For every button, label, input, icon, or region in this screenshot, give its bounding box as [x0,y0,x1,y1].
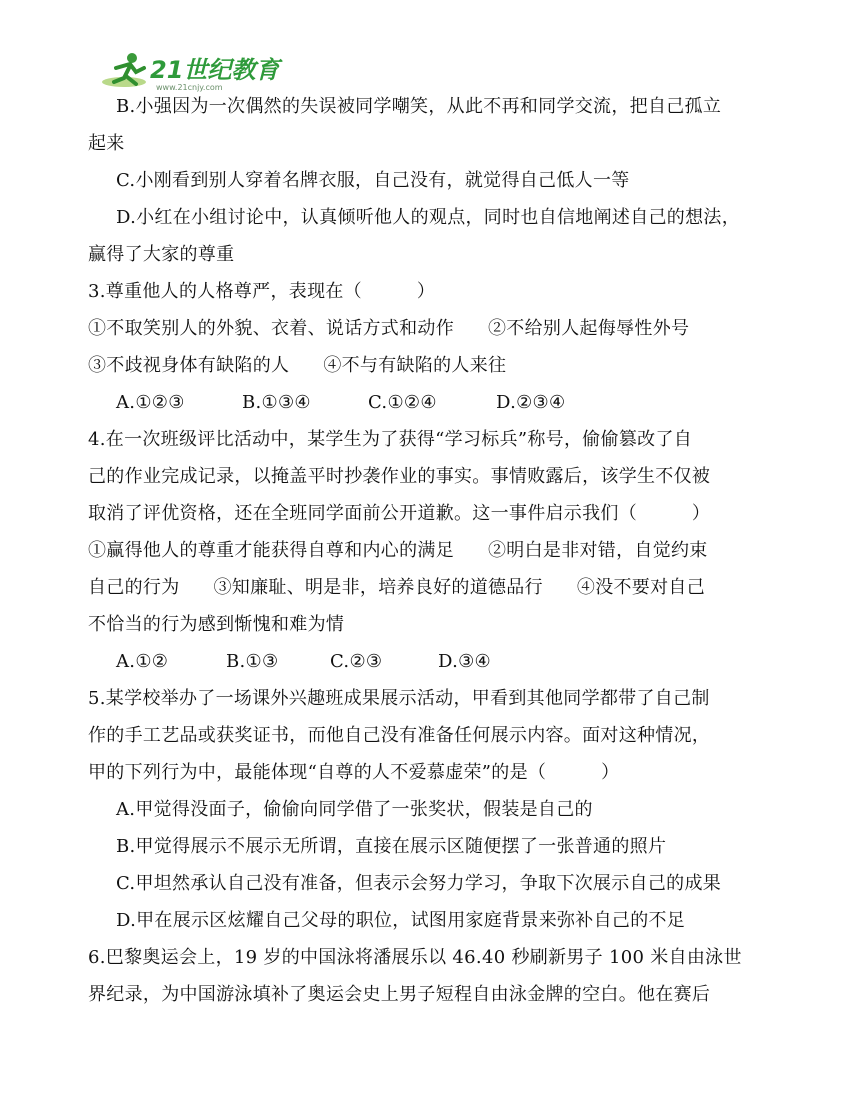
q4-options [88,643,788,680]
q4-option-b: B.①③ [226,651,279,672]
q3-statement-3: ③不歧视身体有缺陷的人 [88,355,290,376]
q2-option-d-line2: 赢得了大家的尊重 [88,244,235,265]
q3-option-b: B.①③④ [242,392,311,413]
q3-option-c: C.①②④ [368,392,437,413]
q3-stem: 3.尊重他人的人格尊严，表现在（ ） [88,281,436,302]
q4-option-c: C.②③ [330,651,383,672]
q5-stem-line1: 5.某学校举办了一场课外兴趣班成果展示活动，甲看到其他同学都带了自己制 [88,688,710,709]
q2-option-b-line1: B.小强因为一次偶然的失误被同学嘲笑，从此不再和同学交流，把自己孤立 [116,96,722,117]
logo-text: 21世纪教育 [150,56,280,84]
q4-statement-3: ③知廉耻、明是非，培养良好的道德品行 [213,577,543,598]
q3-options [88,384,788,421]
q3-option-a: A.①②③ [116,392,185,413]
q5-option-c: C.甲坦然承认自己没有准备，但表示会努力学习，争取下次展示自己的成果 [116,873,722,894]
q5-option-b: B.甲觉得展示不展示无所谓，直接在展示区随便摆了一张普通的照片 [116,836,667,857]
q3-statement-1: ①不取笑别人的外貌、衣着、说话方式和动作 [88,318,454,339]
q4-stem-line1: 4.在一次班级评比活动中，某学生为了获得“学习标兵”称号，偷偷篡改了自 [88,429,693,450]
q4-option-d: D.③④ [438,651,491,672]
q4-stem-line3: 取消了评优资格，还在全班同学面前公开道歉。这一事件启示我们（ ） [88,503,711,524]
q3-statement-4: ④不与有缺陷的人来往 [323,355,507,376]
q5-stem-line3: 甲的下列行为中，最能体现“自尊的人不爱慕虚荣”的是（ ） [88,762,620,783]
q3-statements-row1 [88,310,788,347]
q4-statements-row2 [88,569,788,606]
q4-statements-row1 [88,532,788,569]
logo-url: www.21cnjy.com [156,83,223,92]
q4-statement-4-part2: 不恰当的行为感到惭愧和难为情 [88,614,345,635]
q4-option-a: A.①② [116,651,169,672]
q3-statements-row2 [88,347,788,384]
q6-stem-line2: 界纪录，为中国游泳填补了奥运会史上男子短程自由泳金牌的空白。他在赛后 [88,984,711,1005]
q2-option-b-line2: 起来 [88,133,125,154]
q2-option-c: C.小刚看到别人穿着名牌衣服，自己没有，就觉得自己低人一等 [116,170,630,191]
q5-option-d: D.甲在展示区炫耀自己父母的职位，试图用家庭背景来弥补自己的不足 [116,910,686,931]
q3-option-d: D.②③④ [496,392,566,413]
q4-statement-1: ①赢得他人的尊重才能获得自尊和内心的满足 [88,540,454,561]
document-body [88,88,788,1013]
q5-option-a: A.甲觉得没面子，偷偷向同学借了一张奖状，假装是自己的 [116,799,593,820]
q4-statement-2-part1: ②明白是非对错，自觉约束 [488,540,708,561]
q4-stem-line2: 己的作业完成记录，以掩盖平时抄袭作业的事实。事情败露后，该学生不仅被 [88,466,711,487]
q4-statement-4-part1: ④没不要对自己 [576,577,706,598]
q6-stem-line1: 6.巴黎奥运会上，19 岁的中国泳将潘展乐以 46.40 秒刷新男子 100 米自由泳世 [88,947,742,968]
q2-option-d-line1: D.小红在小组讨论中，认真倾听他人的观点，同时也自信地阐述自己的想法， [116,207,741,228]
q4-statement-2-part2: 自己的行为 [88,577,180,598]
q5-stem-line2: 作的手工艺品或获奖证书，而他自己没有准备任何展示内容。面对这种情况， [88,725,711,746]
q3-statement-2: ②不给别人起侮辱性外号 [488,318,690,339]
